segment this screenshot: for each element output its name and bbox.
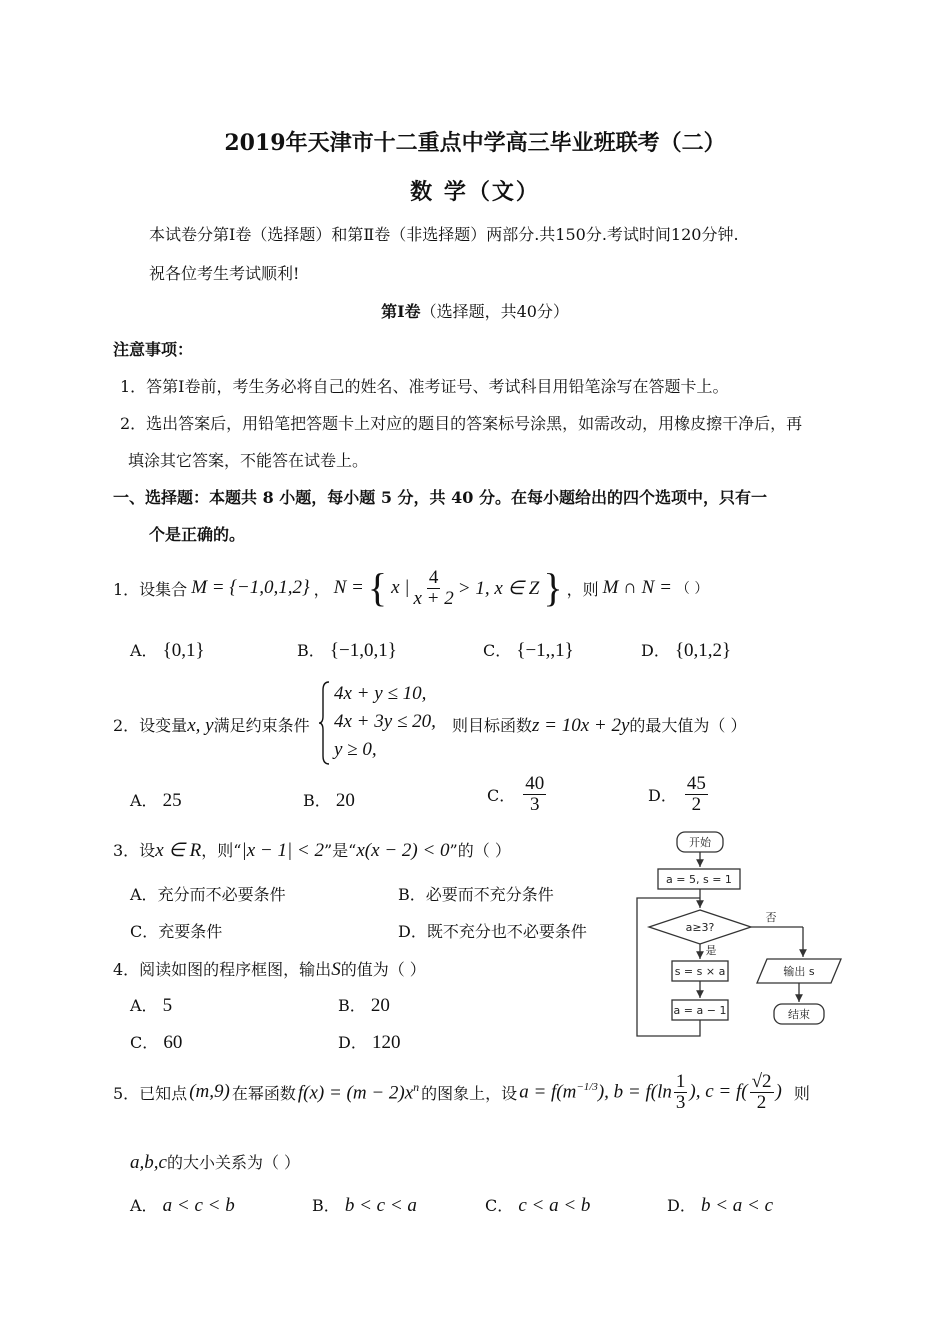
exam-title: 2019年天津市十二重点中学高三毕业班联考（二） <box>224 130 726 156</box>
flow-yes-label: 是 <box>705 944 717 957</box>
q2-constraint-1: 4x + y ≤ 10, <box>334 683 427 704</box>
question-1: 1．设集合 M = {−1,0,1,2} ， N = { x | $\frac{4}{x + 2}$ > 1, x ∈ Z } ，则 M ∩ N = （ ） <box>113 565 709 611</box>
q1-intersection: M ∩ N = <box>602 577 672 599</box>
q3-option-a: A．充分而不必要条件 <box>130 885 286 904</box>
q3-condition: x ∈ R <box>155 840 202 861</box>
q2-constraint-3: y ≥ 0, <box>334 739 377 760</box>
q5-c-fraction: $\frac{√2}{2}$ <box>751 1071 772 1113</box>
q1-paren: （ ） <box>675 581 709 598</box>
q2-option-b: B． 20 <box>303 790 355 811</box>
q1-fraction <box>413 568 453 609</box>
notes-heading: 注意事项： <box>113 340 194 359</box>
q3-expr-a: |x − 1| < 2 <box>241 840 324 861</box>
q5-option-d: D． b < a < c <box>667 1195 774 1216</box>
q2-option-d: D． $\frac{45}{2}$ <box>648 773 706 815</box>
intro-line-1: 本试卷分第Ⅰ卷（选择题）和第Ⅱ卷（非选择题）两部分.共150分.考试时间120分钟. <box>149 225 739 244</box>
q5-option-b: B． b < c < a <box>312 1195 417 1216</box>
q3-option-d: D．既不充分也不必要条件 <box>398 922 587 941</box>
q1-numerator: 4 <box>428 567 439 588</box>
part1-heading-b: 个是正确的。 <box>149 525 246 544</box>
q5-line-2: a,b,c的大小关系为（ ） <box>130 1152 301 1173</box>
exam-subject: 数 学（文） <box>410 179 540 205</box>
intro-line-2: 祝各位考生考试顺利! <box>149 264 300 283</box>
q1-n-x: x | <box>391 577 410 599</box>
notes-item-2a: 2．选出答案后，用铅笔把答题卡上对应的题目的答案标号涂黑，如需改动，用橡皮擦干净后，再 <box>120 414 803 433</box>
notes-item-2b: 填涂其它答案，不能答在试卷上。 <box>128 451 369 470</box>
q4-s: S <box>331 959 341 980</box>
q4-option-c: C． 60 <box>130 1032 183 1053</box>
flow-no-label: 否 <box>765 911 777 924</box>
notes-item-1: 1．答第Ⅰ卷前，考生务必将自己的姓名、准考证号、考试科目用铅笔涂写在答题卡上。 <box>120 377 729 396</box>
q1-n-lhs: N = <box>333 577 364 599</box>
q1-ask: ，则 <box>566 579 599 599</box>
q5-a-def: $a = f(m^{-1/3})$, b = f(ln <box>519 1081 672 1103</box>
q2-option-a: A． 25 <box>130 790 182 811</box>
flow-start-label: 开始 <box>689 836 711 849</box>
program-flowchart <box>625 826 850 1046</box>
flow-step1-label: s = s × a <box>674 965 726 978</box>
flow-step2-label: a = a − 1 <box>673 1004 727 1017</box>
flow-condition-label: a≥3? <box>685 921 715 934</box>
q3-option-b: B．必要而不充分条件 <box>398 885 554 904</box>
q2-option-c: C． $\frac{40}{3}$ <box>487 773 545 815</box>
q1-prefix: 1．设集合 <box>113 579 188 599</box>
q5-function: $f(x) = (m - 2)x^n$ <box>297 1080 420 1104</box>
q5-option-c: C． c < a < b <box>485 1195 591 1216</box>
q4-option-d: D． 120 <box>338 1032 401 1053</box>
q3-option-c: C．充要条件 <box>130 922 223 941</box>
q2-vars: x, y <box>187 715 214 736</box>
q4-option-b: B． 20 <box>338 995 390 1016</box>
part1-heading-a: 一、选择题：本题共 8 小题，每小题 5 分，共 40 分。在每小题给出的四个选项中，只有一 <box>113 488 767 507</box>
q2-objective: z = 10x + 2y <box>532 715 630 736</box>
q2-constraint-2: 4x + 3y ≤ 20, <box>334 711 436 732</box>
section-heading <box>0 299 950 322</box>
flow-end-label: 结束 <box>788 1008 810 1021</box>
q5-b-fraction: $\frac{1}{3}$ <box>675 1071 686 1113</box>
q5-point: (m,9) <box>189 1081 230 1103</box>
q1-option-a: A． {0,1} <box>130 640 205 661</box>
q5-option-a: A． a < c < b <box>130 1195 235 1216</box>
q1-m-set: M = {−1,0,1,2} <box>191 577 310 599</box>
q1-n-rest: > 1, x ∈ Z <box>457 577 540 599</box>
q1-denominator: x + 2 <box>413 587 454 609</box>
q1-option-b: B． {−1,0,1} <box>297 640 397 661</box>
q4-option-a: A． 5 <box>130 995 173 1016</box>
flow-output-label: 输出 s <box>783 965 815 978</box>
q2-prefix-line: 2．设变量x, y满足约束条件 <box>113 715 310 736</box>
q2-objective-line: 则目标函数z = 10x + 2y的最大值为（ ） <box>452 715 747 736</box>
question-5: 5．已知点 (m,9) 在幂函数 $f(x) = (m - 2)x^n$ 的图象上，设 $a = f(m^{-1/3})$, b = f(ln $\frac{1}{3}$ ), c = f( $\frac{√2}{2}$ ) 则 <box>113 1071 810 1113</box>
question-4: 4．阅读如图的程序框图，输出S的值为（ ） <box>113 959 426 980</box>
section-heading-bold: 第Ⅰ卷 <box>381 302 421 321</box>
question-3: 3．设x ∈ R，则“|x − 1| < 2”是“x(x − 2) < 0”的（ ） <box>113 840 511 861</box>
q1-option-d: D． {0,1,2} <box>641 640 732 661</box>
flow-init-label: a = 5, s = 1 <box>666 873 732 886</box>
q2-left-brace <box>318 680 332 766</box>
q1-option-c: C． {−1,,1} <box>483 640 574 661</box>
q3-expr-b: x(x − 2) < 0 <box>356 840 450 861</box>
section-heading-rest: （选择题，共40分） <box>420 302 569 321</box>
